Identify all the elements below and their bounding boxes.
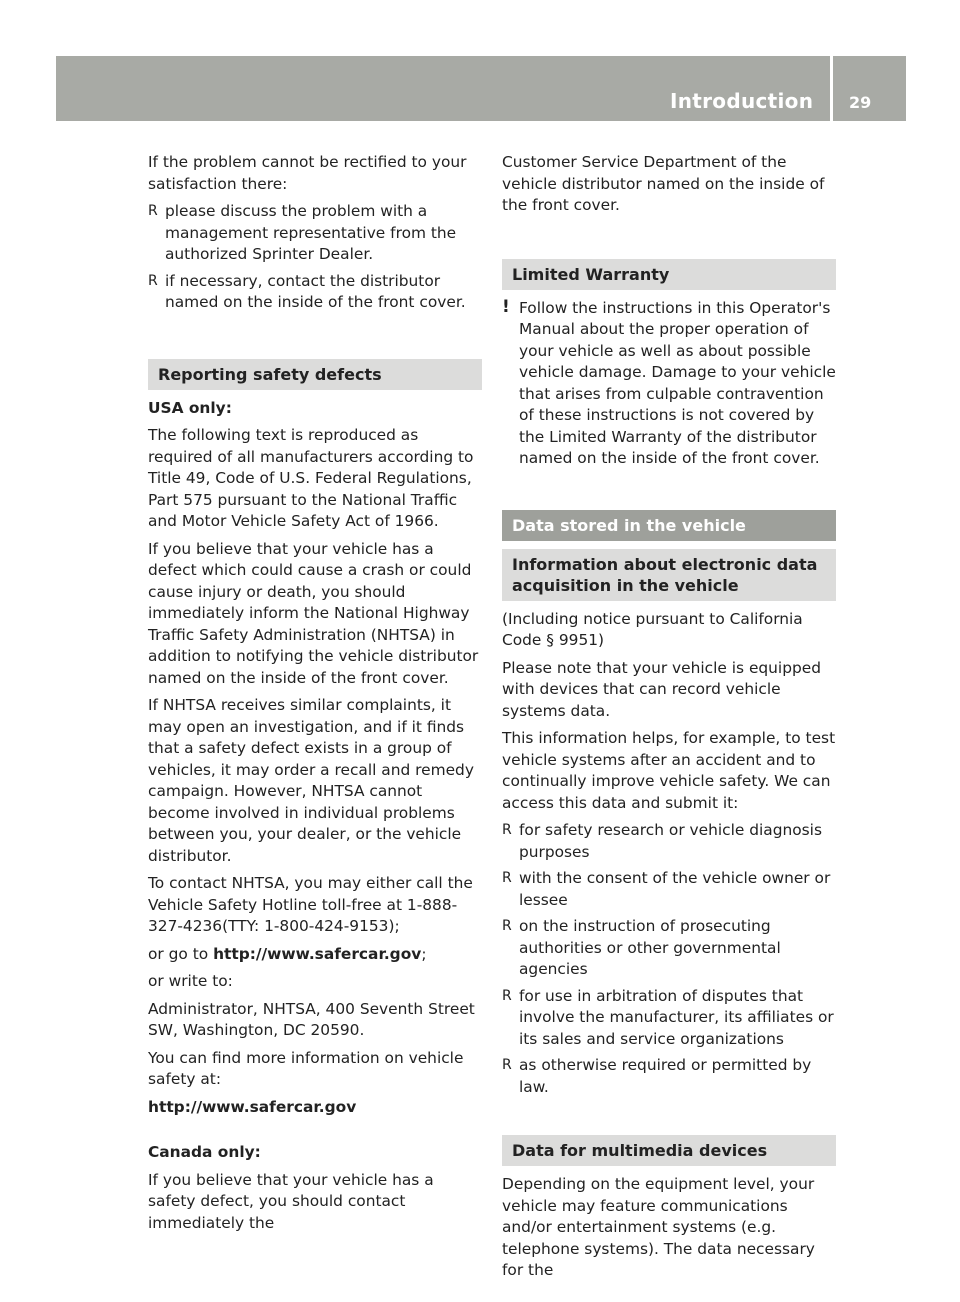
section-heading-electronic-data: Information about electronic data acquisition in the vehicle bbox=[502, 549, 836, 601]
list-item: R if necessary, contact the distributor named on the inside of the front cover. bbox=[148, 271, 466, 311]
paragraph: You can find more information on vehicle safety at: bbox=[148, 1048, 464, 1088]
list-item: R for safety research or vehicle diagnosis purposes bbox=[502, 821, 822, 861]
section-heading-multimedia: Data for multimedia devices bbox=[502, 1135, 836, 1166]
paragraph: Please note that your vehicle is equipped with devices that can record vehicle systems data. bbox=[502, 658, 821, 720]
bullet-icon: R bbox=[502, 822, 512, 838]
safercar-link[interactable]: http://www.safercar.gov bbox=[148, 1097, 357, 1116]
paragraph: This information helps, for example, to test vehicle systems after an accident and to continually improve vehicle safety. We can access this data and submit it: bbox=[502, 729, 836, 812]
paragraph: If you believe that your vehicle has a safety defect, you should contact immediately the bbox=[148, 1170, 434, 1232]
paragraph: The following text is reproduced as required of all manufacturers according to Title 49, Code of U.S. Federal Regulations, Part 575 pursuant to the National Traffic and Motor Vehicle Safety Act of 1966. bbox=[148, 426, 474, 530]
list-item: R as otherwise required or permitted by law. bbox=[502, 1056, 812, 1096]
warning-note: ! Follow the instructions in this Operator's Manual about the proper operation of your vehicle as well as about possible vehicle damage. Damage to your vehicle that arises from culpable contravention of these instructions is not covered by the Limited Warranty of the distributor named on the inside of the front cover. bbox=[502, 296, 836, 467]
section-heading-data-stored: Data stored in the vehicle bbox=[502, 510, 836, 541]
left-column bbox=[148, 152, 482, 1240]
list-item: R for use in arbitration of disputes that involve the manufacturer, its affiliates or its sales and service organizations bbox=[502, 986, 834, 1048]
bullet-icon: R bbox=[502, 1057, 512, 1073]
paragraph: or write to: bbox=[148, 972, 233, 990]
paragraph: Administrator, NHTSA, 400 Seventh Street SW, Washington, DC 20590. bbox=[148, 999, 475, 1039]
section-heading-limited-warranty: Limited Warranty bbox=[502, 259, 836, 290]
warning-icon: ! bbox=[502, 296, 510, 317]
paragraph: If you believe that your vehicle has a defect which could cause a crash or could cause injury or death, you should immediately inform the National Highway Traffic Safety Administration (NHTSA) in addition to notifying the vehicle distributor named on the inside of the front cover. bbox=[148, 539, 479, 687]
bullet-icon: R bbox=[148, 203, 158, 219]
chapter-title: Introduction bbox=[670, 89, 814, 113]
header-separator bbox=[830, 56, 833, 121]
right-column bbox=[502, 152, 836, 1288]
paragraph: If NHTSA receives similar complaints, it may open an investigation, and if it finds that a safety defect exists in a group of vehicles, it may order a recall and remedy campaign. However, NHTSA cannot become involved in individual problems between you, your dealer, or the vehicle distributor. bbox=[148, 696, 474, 865]
paragraph: Depending on the equipment level, your vehicle may feature communications and/or entertainment systems (e.g. telephone systems). The data necessary for the bbox=[502, 1175, 815, 1279]
paragraph: (Including notice pursuant to California Code § 9951) bbox=[502, 609, 803, 649]
list-item: R on the instruction of prosecuting authorities or other governmental agencies bbox=[502, 917, 781, 978]
bullet-icon: R bbox=[502, 987, 512, 1004]
paragraph: To contact NHTSA, you may either call the Vehicle Safety Hotline toll-free at 1-888-327-4236(TTY: 1-800-424-9153); bbox=[148, 874, 473, 935]
bullet-icon: R bbox=[502, 918, 512, 934]
bullet-icon: R bbox=[148, 272, 158, 289]
paragraph: Customer Service Department of the vehicle distributor named on the inside of the front cover. bbox=[502, 153, 825, 214]
safercar-link[interactable]: http://www.safercar.gov bbox=[213, 944, 422, 963]
list-item: R please discuss the problem with a management representative from the authorized Sprinter Dealer. bbox=[148, 202, 457, 263]
list-item: R with the consent of the vehicle owner or lessee bbox=[502, 869, 831, 909]
page-number: 29 bbox=[849, 93, 872, 112]
paragraph: or go to http://www.safercar.gov; bbox=[148, 944, 427, 963]
section-heading-reporting-safety-defects: Reporting safety defects bbox=[148, 359, 482, 390]
canada-only-label: Canada only: bbox=[148, 1143, 261, 1161]
paragraph bbox=[148, 1097, 482, 1119]
intro-paragraph: If the problem cannot be rectified to your satisfaction there: bbox=[148, 153, 467, 193]
bullet-icon: R bbox=[502, 870, 512, 886]
usa-only-label: USA only: bbox=[148, 398, 232, 417]
